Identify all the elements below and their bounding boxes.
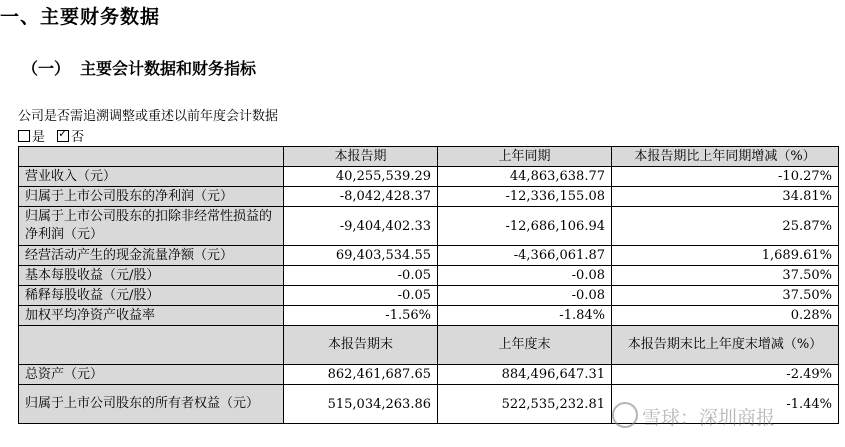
checkbox-no[interactable] <box>57 130 69 142</box>
table-row <box>19 167 839 187</box>
cell-prior: -12,686,106.94 <box>438 207 612 246</box>
cell-change: 1,689.61% <box>612 246 839 266</box>
watermark-text: 雪球：深圳商报 <box>642 407 776 429</box>
cell-prior: -0.08 <box>438 266 612 286</box>
checkbox-yes[interactable] <box>18 130 30 142</box>
cell-prior: -1.84% <box>438 306 612 326</box>
cell-change: 25.87% <box>612 207 839 246</box>
row-label: 经营活动产生的现金流量净额（元） <box>19 246 284 266</box>
cell-change: -2.49% <box>612 365 839 385</box>
header-prior-period: 上年同期 <box>438 147 612 167</box>
cell-current: 69,403,534.55 <box>284 246 438 266</box>
row-label: 基本每股收益（元/股） <box>19 266 284 286</box>
row-label: 归属于上市公司股东的所有者权益（元） <box>19 385 284 424</box>
header-change-end: 本报告期末比上年度末增减（%） <box>612 326 839 365</box>
header-current-period: 本报告期 <box>284 147 438 167</box>
cell-prior: 522,535,232.81 <box>438 385 612 424</box>
cell-change: 34.81% <box>612 187 839 207</box>
snowball-logo-icon <box>612 402 638 428</box>
row-label: 营业收入（元） <box>19 167 284 187</box>
table1-header-row <box>19 147 839 167</box>
table2-header-row <box>19 326 839 365</box>
row-label: 归属于上市公司股东的扣除非经常性损益的净利润（元） <box>19 207 284 246</box>
cell-change: 0.28% <box>612 306 839 326</box>
cell-current: -1.56% <box>284 306 438 326</box>
table-row <box>19 365 839 385</box>
row-label: 总资产（元） <box>19 365 284 385</box>
subsection-title <box>22 56 256 79</box>
cell-current: 40,255,539.29 <box>284 167 438 187</box>
table-row <box>19 266 839 286</box>
cell-current: -0.05 <box>284 286 438 306</box>
table-row <box>19 246 839 266</box>
cell-current: -0.05 <box>284 266 438 286</box>
financial-table <box>18 146 839 424</box>
subsection-number: （一） <box>22 59 71 78</box>
header-blank <box>19 326 284 365</box>
option-no-label: 否 <box>71 130 85 145</box>
cell-change: 37.50% <box>612 286 839 306</box>
table-row <box>19 207 839 246</box>
restatement-options <box>18 126 92 145</box>
table-row <box>19 187 839 207</box>
cell-prior: -0.08 <box>438 286 612 306</box>
cell-current: -9,404,402.33 <box>284 207 438 246</box>
section-title: 一、主要财务数据 <box>0 6 161 28</box>
cell-current: -8,042,428.37 <box>284 187 438 207</box>
cell-prior: -4,366,061.87 <box>438 246 612 266</box>
cell-current: 862,461,687.65 <box>284 365 438 385</box>
restatement-question: 公司是否需追溯调整或重述以前年度会计数据 <box>18 109 279 124</box>
header-prior-year-end: 上年度末 <box>438 326 612 365</box>
subsection-text: 主要会计数据和财务指标 <box>80 59 257 78</box>
cell-change: 37.50% <box>612 266 839 286</box>
option-yes-label: 是 <box>32 130 46 145</box>
cell-change: -1.44% <box>612 385 839 424</box>
table-row <box>19 286 839 306</box>
table-row <box>19 306 839 326</box>
cell-prior: -12,336,155.08 <box>438 187 612 207</box>
cell-change: -10.27% <box>612 167 839 187</box>
row-label: 稀释每股收益（元/股） <box>19 286 284 306</box>
header-blank <box>19 147 284 167</box>
cell-prior: 44,863,638.77 <box>438 167 612 187</box>
watermark <box>612 402 775 430</box>
row-label: 归属于上市公司股东的净利润（元） <box>19 187 284 207</box>
row-label: 加权平均净资产收益率 <box>19 306 284 326</box>
header-period-end: 本报告期末 <box>284 326 438 365</box>
header-change: 本报告期比上年同期增减（%） <box>612 147 839 167</box>
cell-current: 515,034,263.86 <box>284 385 438 424</box>
cell-prior: 884,496,647.31 <box>438 365 612 385</box>
